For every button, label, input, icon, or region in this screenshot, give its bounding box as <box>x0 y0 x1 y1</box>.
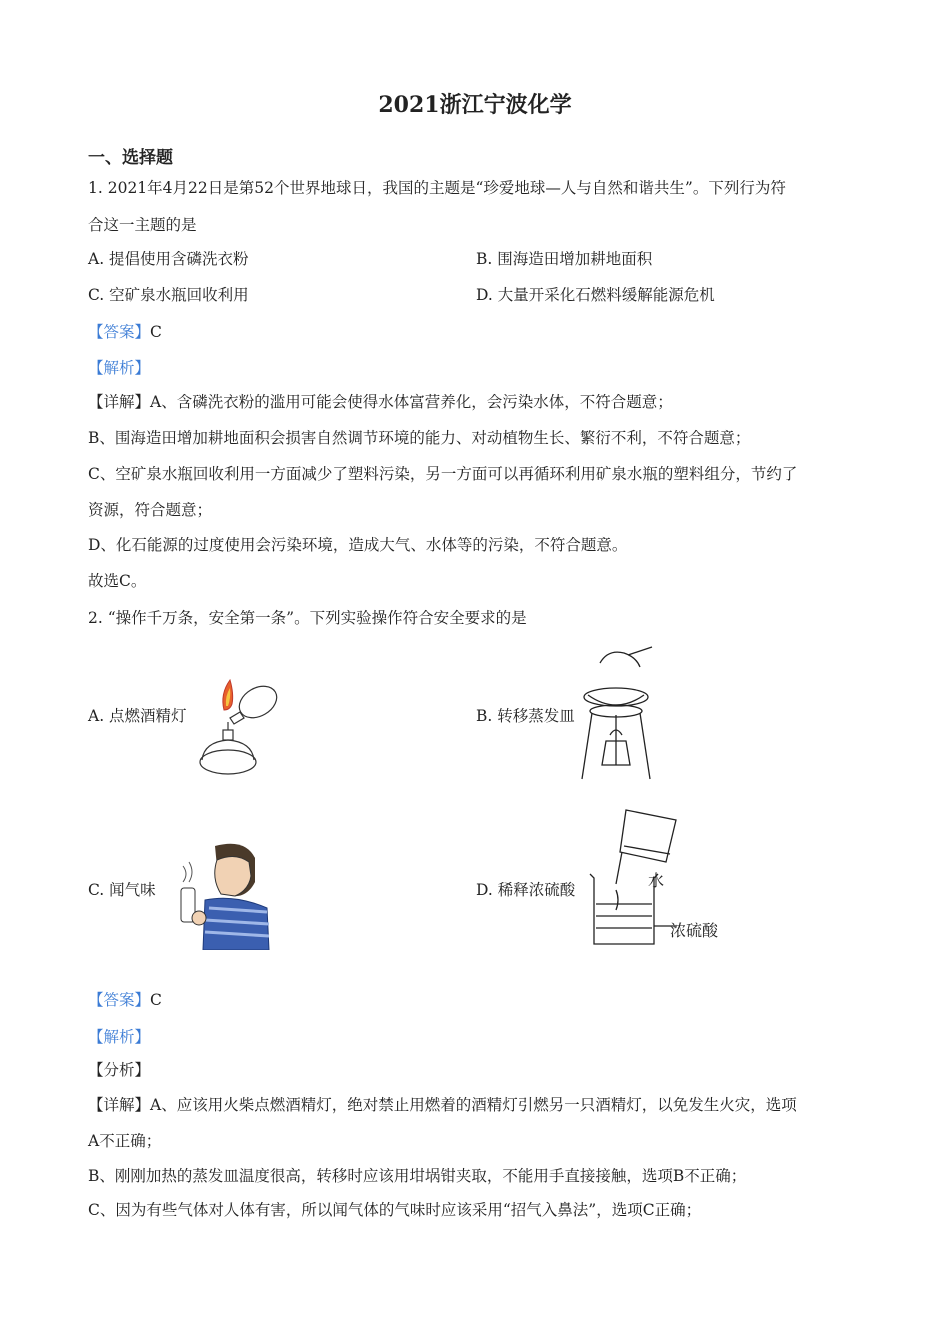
q1-option-c: C. 空矿泉水瓶回收利用 <box>88 286 249 304</box>
q2-option-b: B. 转移蒸发皿 <box>476 707 575 725</box>
q2-stem: 2. “操作千万条，安全第一条”。下列实验操作符合安全要求的是 <box>88 609 527 627</box>
q2-option-a: A. 点燃酒精灯 <box>88 707 187 725</box>
smelling-gas-illustration <box>175 838 271 950</box>
q1-detail-5: D、化石能源的过度使用会污染环境，造成大气、水体等的污染，不符合题意。 <box>88 536 628 554</box>
answer-tag: 【答案】 <box>88 991 151 1009</box>
q2-detail-4: C、因为有些气体对人体有害，所以闻气体的气味时应该采用“招气入鼻法”，选项C正确； <box>88 1201 702 1219</box>
q1-stem-line2: 合这一主题的是 <box>88 216 197 234</box>
q1-conclusion: 故选C。 <box>88 572 147 590</box>
q1-answer <box>88 322 162 342</box>
q1-option-a: A. 提倡使用含磷洗衣粉 <box>88 250 249 268</box>
q2-option-d: D. 稀释浓硫酸 <box>476 881 576 899</box>
q1-detail-1: 【详解】A、含磷洗衣粉的滥用可能会使得水体富营养化，会污染水体，不符合题意； <box>88 393 673 411</box>
q1-detail-3: C、空矿泉水瓶回收利用一方面减少了塑料污染，另一方面可以再循环利用矿泉水瓶的塑料组分，节约了 <box>88 465 798 483</box>
q2-analysis-head: 【分析】 <box>88 1061 151 1079</box>
document-title: 2021浙江宁波化学 <box>378 92 572 118</box>
q2-option-c: C. 闻气味 <box>88 881 156 899</box>
answer-tag: 【答案】 <box>88 323 151 341</box>
q1-option-d: D. 大量开采化石燃料缓解能源危机 <box>476 286 715 304</box>
q1-option-b: B. 围海造田增加耕地面积 <box>476 250 653 268</box>
q1-analysis-tag: 【解析】 <box>88 359 151 377</box>
q2-detail-1: 【详解】A、应该用火柴点燃酒精灯，绝对禁止用燃着的酒精灯引燃另一只酒精灯，以免发生火灾，选项 <box>88 1096 797 1114</box>
q2-answer <box>88 990 162 1010</box>
q2-detail-2: A不正确； <box>88 1132 162 1150</box>
q1-detail-2: B、围海造田增加耕地面积会损害自然调节环境的能力、对动植物生长、繁衍不利，不符合题意； <box>88 429 751 447</box>
answer-value: C <box>150 991 162 1009</box>
acid-label: 浓硫酸 <box>670 921 719 940</box>
section-heading: 一、选择题 <box>88 148 173 168</box>
q1-detail-4: 资源，符合题意； <box>88 501 213 519</box>
alcohol-lamp-illustration <box>190 672 290 780</box>
q1-stem-line1: 1. 2021年4月22日是第52个世界地球日，我国的主题是“珍爱地球—人与自然和谐共生”。下列行为符 <box>88 179 786 197</box>
evaporating-dish-illustration <box>578 645 660 783</box>
water-label: 水 <box>648 871 665 890</box>
q2-detail-3: B、刚刚加热的蒸发皿温度很高，转移时应该用坩埚钳夹取，不能用手直接接触，选项B不正确； <box>88 1167 747 1185</box>
q2-analysis-tag: 【解析】 <box>88 1028 151 1046</box>
answer-value: C <box>150 323 162 341</box>
